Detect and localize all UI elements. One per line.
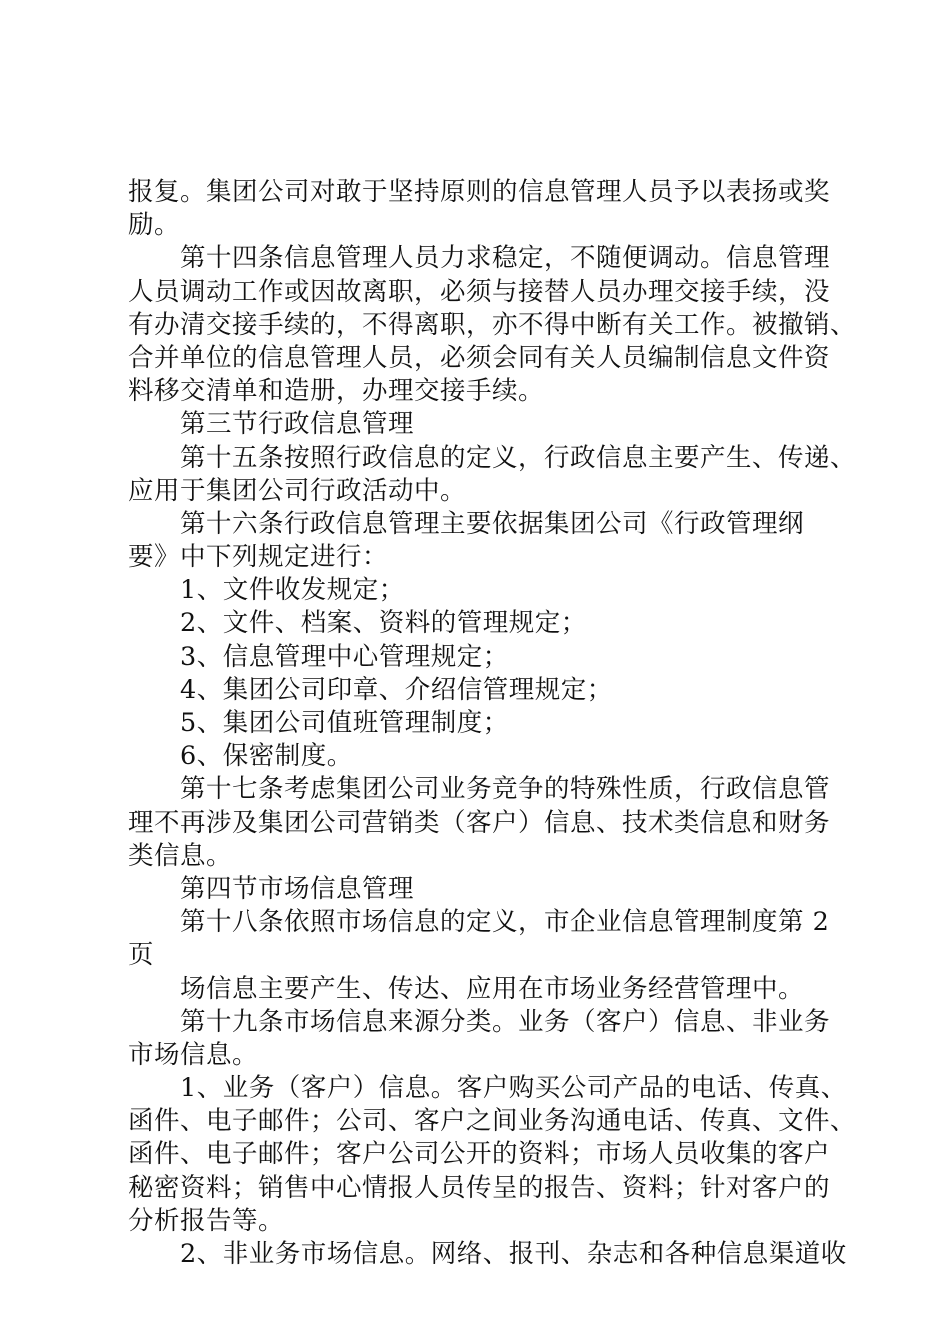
text-line: 2、文件、档案、资料的管理规定；: [180, 608, 587, 639]
text-line: 页: [128, 940, 155, 971]
text-line: 第十五条按照行政信息的定义，行政信息主要产生、传递、: [180, 442, 857, 473]
text-line: 要》中下列规定进行：: [128, 542, 389, 573]
text-line: 第十八条依照市场信息的定义，市企业信息管理制度第 2: [180, 907, 830, 938]
text-line: 场信息主要产生、传达、应用在市场业务经营管理中。: [180, 973, 805, 1004]
text-line: 料移交清单和造册，办理交接手续。: [128, 376, 545, 407]
text-line: 合并单位的信息管理人员，必须会同有关人员编制信息文件资: [128, 342, 831, 373]
text-line: 2、非业务市场信息。网络、报刊、杂志和各种信息渠道收: [180, 1239, 847, 1269]
text-line: 有办清交接手续的，不得离职，亦不得中断有关工作。被撤销、: [128, 309, 857, 340]
document-body: [128, 176, 857, 1271]
text-line: 秘密资料；销售中心情报人员传呈的报告、资料；针对客户的: [128, 1172, 831, 1203]
text-line: 人员调动工作或因故离职，必须与接替人员办理交接手续，没: [128, 276, 831, 307]
text-line: 报复。集团公司对敢于坚持原则的信息管理人员予以表扬或奖: [128, 177, 831, 207]
text-line: 函件、电子邮件；客户公司公开的资料；市场人员收集的客户: [128, 1139, 831, 1170]
text-line: 6、保密制度。: [180, 741, 353, 772]
text-line: 第十四条信息管理人员力求稳定，不随便调动。信息管理: [180, 243, 831, 274]
text-line: 函件、电子邮件；公司、客户之间业务沟通电话、传真、文件、: [128, 1106, 857, 1137]
text-line: 理不再涉及集团公司营销类（客户）信息、技术类信息和财务: [128, 807, 831, 838]
text-line: 应用于集团公司行政活动中。: [128, 475, 467, 506]
text-line: 1、业务（客户）信息。客户购买公司产品的电话、传真、: [180, 1073, 847, 1104]
text-line: 第三节行政信息管理: [180, 409, 415, 440]
text-line: 4、集团公司印章、介绍信管理规定；: [180, 674, 613, 705]
text-line: 市场信息。: [128, 1039, 259, 1070]
text-line: 第十七条考虑集团公司业务竞争的特殊性质，行政信息管: [180, 774, 831, 805]
text-line: 1、文件收发规定；: [180, 575, 405, 606]
text-line: 励。: [128, 210, 181, 241]
text-line: 5、集团公司值班管理制度；: [180, 708, 509, 738]
text-line: 分析报告等。: [128, 1205, 285, 1236]
text-line: 3、信息管理中心管理规定；: [180, 641, 509, 672]
text-line: 类信息。: [128, 840, 233, 871]
text-line: 第四节市场信息管理: [180, 873, 415, 904]
text-line: 第十九条市场信息来源分类。业务（客户）信息、非业务: [180, 1006, 831, 1037]
text-line: 第十六条行政信息管理主要依据集团公司《行政管理纲: [180, 508, 805, 539]
